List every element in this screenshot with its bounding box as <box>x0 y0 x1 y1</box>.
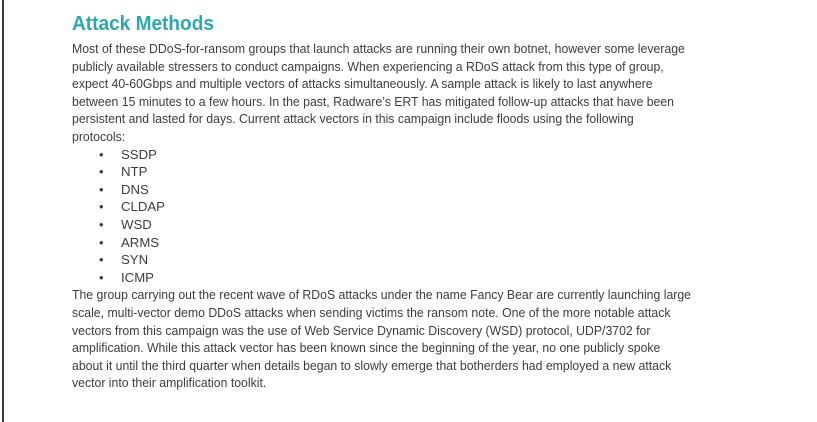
paragraph-line: amplification. While this attack vector has been known since the beginning of the year, no one publicly spoke <box>72 340 661 356</box>
paragraph-line: between 15 minutes to a few hours. In the past, Radware’s ERT has mitigated follow-up attacks that have been <box>72 93 674 109</box>
bullet-icon: • <box>99 181 104 197</box>
protocol-name: NTP <box>121 164 148 180</box>
protocol-name: ICMP <box>121 269 154 285</box>
protocol-list-item <box>72 146 792 164</box>
section-heading: Attack Methods <box>72 12 214 35</box>
protocol-list-item <box>72 234 792 252</box>
paragraph-line: about it until the third quarter when details began to slowly emerge that botherders had employed a new attack <box>72 357 672 373</box>
paragraph-line: expect 40-60Gbps and multiple vectors of attacks simultaneously. A sample attack is likely to last anywhere <box>72 76 653 92</box>
protocol-name: SYN <box>121 252 149 268</box>
protocol-list-item <box>72 251 792 269</box>
closing-paragraph <box>72 286 792 392</box>
protocol-name: SSDP <box>121 146 157 162</box>
protocol-name: ARMS <box>121 234 160 250</box>
protocol-list-item <box>72 269 792 287</box>
protocol-name: CLDAP <box>121 199 165 215</box>
protocol-list-item <box>72 216 792 234</box>
bullet-icon: • <box>99 234 104 250</box>
paragraph-line: publicly available stressers to conduct campaigns. When experiencing a RDoS attack from this type of group, <box>72 58 664 74</box>
attack-methods-section <box>72 11 792 392</box>
bullet-icon: • <box>99 252 104 268</box>
paragraph-line: vectors from this campaign was the use of Web Service Dynamic Discovery (WSD) protocol, UDP/3702 for <box>72 322 651 338</box>
protocol-name: DNS <box>121 181 149 197</box>
protocol-list-item <box>72 198 792 216</box>
protocol-list <box>72 146 792 287</box>
paragraph-line: The group carrying out the recent wave of RDoS attacks under the name Fancy Bear are currently launching large <box>72 287 692 303</box>
bullet-icon: • <box>99 146 104 162</box>
paragraph-line: protocols: <box>72 128 126 144</box>
protocol-list-item <box>72 181 792 199</box>
protocol-list-item <box>72 163 792 181</box>
paragraph-line: persistent and lasted for days. Current attack vectors in this campaign include floods using the following <box>72 111 634 127</box>
intro-paragraph <box>72 40 792 146</box>
paragraph-line: scale, multi-vector demo DDoS attacks when sending victims the ransom note. One of the more notable attack <box>72 304 671 320</box>
paragraph-line: vector into their amplification toolkit. <box>72 375 267 391</box>
bullet-icon: • <box>99 216 104 232</box>
bullet-icon: • <box>99 164 104 180</box>
bullet-icon: • <box>99 269 104 285</box>
bullet-icon: • <box>99 199 104 215</box>
paragraph-line: Most of these DDoS-for-ransom groups that launch attacks are running their own botnet, however some leverage <box>72 41 685 56</box>
page-left-border <box>2 0 4 422</box>
protocol-name: WSD <box>121 216 152 232</box>
